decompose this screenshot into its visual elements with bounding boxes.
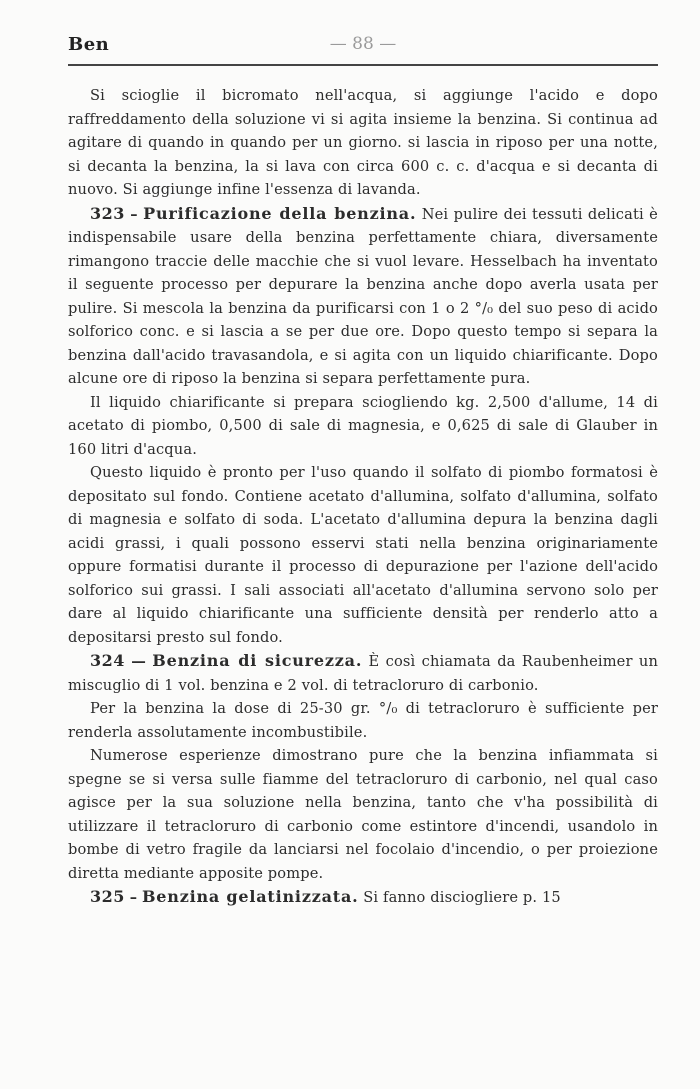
- section-number: 324: [90, 651, 125, 670]
- paragraph-text: Numerose esperienze dimostrano pure che la benzina infiammata si spegne se si versa sulle fiamme del tetracloruro di carbonio, nel qual caso agisce per la sua soluzione nella benzina, tanto che v'ha possibilità di utilizzare il tetracloruro di carbonio come estintore d'incendi, usandolo in bombe di vetro fragile da lanciarsi nel focolaio d'incendio, o per proiezione diretta mediante apposite pompe.: [68, 747, 658, 882]
- paragraph-text: Per la benzina la dose di 25-30 gr. °/₀ di tetracloruro è sufficiente per renderla assolutamente incombustibile.: [68, 700, 658, 741]
- body-text: [68, 84, 658, 910]
- running-head: Ben: [68, 34, 110, 55]
- section-number: 325: [90, 887, 125, 906]
- section-title: Benzina di sicurezza.: [152, 651, 363, 670]
- paragraph-text: Si scioglie il bicromato nell'acqua, si aggiunge l'acido e dopo raffreddamento della soluzione vi si agita insieme la benzina. Si continua ad agitare di quando in quando per un giorno. si lascia in riposo per una notte, si decanta la benzina, la si lava con circa 600 c. c. d'acqua e si decanta di nuovo. Si aggiunge infine l'essenza di lavanda.: [68, 87, 658, 198]
- paragraph: [68, 391, 658, 462]
- paragraph-text: Questo liquido è pronto per l'uso quando il solfato di piombo formatosi è depositato sul fondo. Contiene acetato d'allumina, solfato d'allumina, solfato di magnesia e solfato di soda. L'acetato d'allumina depura la benzina dagli acidi grassi, i quali possono esservi stati nella benzina originariamente oppure formatisi durante il processo di depurazione per l'azione dell'acido solforico sui grassi. I sali associati all'acetato d'allumina servono solo per dare al liquido chiarificante una sufficiente densità per renderlo atto a depositarsi presto sul fondo.: [68, 464, 658, 646]
- section-323: [68, 202, 658, 391]
- paragraph-text: Nei pulire dei tessuti delicati è indispensabile usare della benzina perfettamente chiara, diversamente rimangono traccie delle macchie che si vuol levare. Hesselbach ha inventato il seguente processo per depurare la benzina anche dopo averla usata per pulire. Si mescola la benzina da purificarsi con 1 o 2 °/₀ del suo peso di acido solforico conc. e si lascia a se per due ore. Dopo questo tempo si separa la benzina dall'acido travasandola, e si agita con un liquido chiarificante. Dopo alcune ore di riposo la benzina si separa perfettamente pura.: [68, 205, 658, 387]
- paragraph-text: È così chiamata da Raubenheimer un miscuglio di 1 vol. benzina e 2 vol. di tetracloruro di carbonio.: [68, 653, 658, 694]
- section-title: Purificazione della benzina.: [143, 203, 417, 223]
- paragraph: [68, 744, 658, 885]
- section-dash: –: [130, 205, 138, 223]
- section-dash: –: [129, 889, 138, 906]
- header-rule: [68, 64, 658, 66]
- section-324: [68, 649, 658, 697]
- section-title: Benzina gelatinizzata.: [141, 887, 359, 906]
- paragraph: [68, 461, 658, 649]
- section-number: 323: [90, 203, 125, 223]
- page-number: — 88 —: [329, 34, 397, 54]
- paragraph: [68, 697, 658, 744]
- page-header: [68, 30, 658, 60]
- section-325: [68, 885, 658, 910]
- paragraph: [68, 84, 658, 202]
- section-dash: —: [131, 653, 146, 670]
- paragraph-text: Il liquido chiarificante si prepara sciogliendo kg. 2,500 d'allume, 14 di acetato di piombo, 0,500 di sale di magnesia, e 0,625 di sale di Glauber in 160 litri d'acqua.: [68, 393, 658, 458]
- paragraph-text: Si fanno disciogliere p. 15: [363, 889, 561, 906]
